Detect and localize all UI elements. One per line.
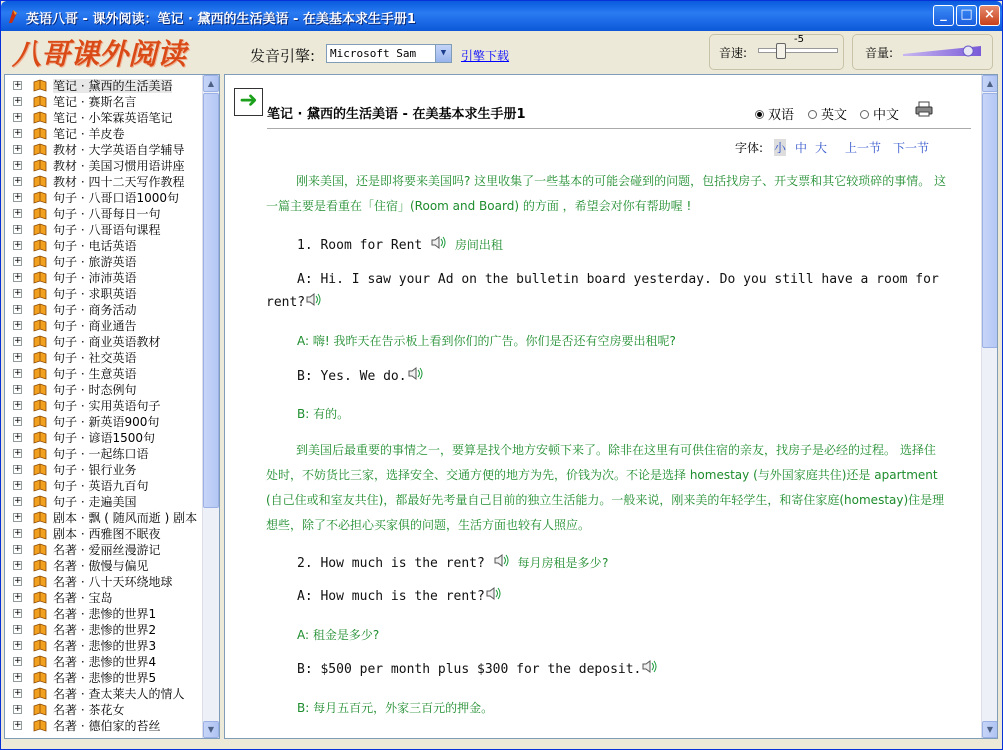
nav-item[interactable] xyxy=(5,590,202,606)
dialog-4-en-text: B: $500 per month plus $300 for the deposit. xyxy=(297,662,642,677)
nav-item-label: 教材 · 大学英语自学辅导 xyxy=(53,143,185,157)
dialog-2-cn: B: 有的。 xyxy=(297,407,350,421)
expand-icon[interactable]: + xyxy=(14,480,22,490)
nav-item-label: 句子 · 时态例句 xyxy=(53,383,137,397)
expand-icon[interactable]: + xyxy=(14,688,22,698)
expand-icon[interactable]: + xyxy=(14,528,22,538)
nav-item[interactable] xyxy=(5,654,202,670)
reading-pane xyxy=(224,74,998,739)
content-scroll-thumb[interactable] xyxy=(982,93,998,348)
radio-english-label: 英文 xyxy=(821,108,848,123)
nav-item[interactable] xyxy=(5,574,202,590)
dialog-4-en xyxy=(297,662,658,677)
article-title: 笔记 · 黛西的生活美语 - 在美基本求生手册1 xyxy=(267,107,526,122)
nav-item-label: 名著 · 查太莱夫人的情人 xyxy=(53,687,185,701)
expand-icon[interactable]: + xyxy=(14,320,22,330)
speed-group xyxy=(709,34,844,70)
book-icon xyxy=(33,255,47,268)
chevron-down-icon[interactable]: ▼ xyxy=(435,45,451,62)
nav-item-label: 剧本 · 西雅图不眠夜 xyxy=(53,527,161,541)
dialog-2-en xyxy=(297,369,424,384)
book-icon xyxy=(33,159,47,172)
nav-item[interactable] xyxy=(5,286,202,302)
nav-item-label: 名著 · 八十天环绕地球 xyxy=(53,575,173,589)
expand-icon[interactable]: + xyxy=(14,336,22,346)
book-icon xyxy=(33,447,47,460)
expand-icon[interactable]: + xyxy=(14,608,22,618)
dialog-4-cn: B: 每月五百元，外家三百元的押金。 xyxy=(297,701,494,715)
back-arrow-icon[interactable]: ➜ xyxy=(234,88,263,116)
expand-icon[interactable]: + xyxy=(14,304,22,314)
nav-item-label: 笔记 · 小笨霖英语笔记 xyxy=(53,111,173,125)
book-icon xyxy=(33,431,47,444)
content-scrollbar[interactable] xyxy=(981,75,998,738)
book-icon xyxy=(33,79,47,92)
app-logo: 八哥课外阅读 xyxy=(12,37,187,71)
nav-item[interactable] xyxy=(5,110,202,126)
nav-item[interactable] xyxy=(5,350,202,366)
nav-item-label: 教材 · 美国习惯用语讲座 xyxy=(53,159,185,173)
scroll-up-icon[interactable]: ▲ xyxy=(982,75,998,92)
nav-item[interactable] xyxy=(5,366,202,382)
app-icon xyxy=(6,8,20,24)
nav-item-label: 名著 · 悲惨的世界4 xyxy=(53,655,157,669)
nav-item[interactable] xyxy=(5,174,202,190)
expand-icon[interactable]: + xyxy=(14,512,22,522)
radio-chinese[interactable] xyxy=(860,104,899,123)
book-icon xyxy=(33,111,47,124)
font-medium-button[interactable]: 中 xyxy=(795,141,808,155)
volume-group xyxy=(852,34,993,70)
nav-item-label: 教材 · 四十二天写作教程 xyxy=(53,175,185,189)
nav-item[interactable] xyxy=(5,142,202,158)
book-icon xyxy=(33,575,47,588)
nav-tree xyxy=(4,74,220,739)
speed-value: -5 xyxy=(794,34,804,45)
expand-icon[interactable]: + xyxy=(14,96,22,106)
expand-icon[interactable]: + xyxy=(14,720,22,730)
close-button[interactable]: × xyxy=(979,5,1000,26)
expand-icon[interactable]: + xyxy=(14,128,22,138)
nav-item[interactable] xyxy=(5,254,202,270)
nav-item-label: 名著 · 傲慢与偏见 xyxy=(53,559,149,573)
book-icon xyxy=(33,399,47,412)
expand-icon[interactable]: + xyxy=(14,672,22,682)
nav-item[interactable] xyxy=(5,638,202,654)
expand-icon[interactable]: + xyxy=(14,432,22,442)
nav-item[interactable] xyxy=(5,670,202,686)
book-icon xyxy=(33,479,47,492)
nav-item[interactable] xyxy=(5,126,202,142)
section-2-cn: 每月房租是多少? xyxy=(517,556,609,570)
book-icon xyxy=(33,607,47,620)
nav-item-label: 句子 · 走遍美国 xyxy=(53,495,137,509)
nav-item[interactable] xyxy=(5,558,202,574)
nav-item-label: 名著 · 悲惨的世界2 xyxy=(53,623,157,637)
nav-item[interactable] xyxy=(5,398,202,414)
book-icon xyxy=(33,175,47,188)
expand-icon[interactable]: + xyxy=(14,384,22,394)
speed-slider-track[interactable] xyxy=(758,48,838,53)
book-icon xyxy=(33,303,47,316)
nav-item-label: 句子 · 商业英语教材 xyxy=(53,335,161,349)
section-2-heading xyxy=(297,554,609,571)
book-icon xyxy=(33,687,47,700)
book-icon xyxy=(33,95,47,108)
nav-item[interactable] xyxy=(5,510,202,526)
expand-icon[interactable]: + xyxy=(14,256,22,266)
dialog-3-cn: A: 租金是多少? xyxy=(297,628,380,642)
expand-icon[interactable]: + xyxy=(14,400,22,410)
expand-icon[interactable]: + xyxy=(14,272,22,282)
dialog-1-en xyxy=(266,268,946,314)
dialog-2-en-text: B: Yes. We do. xyxy=(297,369,407,384)
nav-item[interactable] xyxy=(5,238,202,254)
speaker-icon[interactable] xyxy=(305,292,322,307)
radio-bilingual[interactable] xyxy=(755,104,794,123)
dialog-1-cn: A: 嗨! 我昨天在告示板上看到你们的广告。你们是否还有空房要出租呢? xyxy=(297,334,676,348)
font-small-button[interactable]: 小 xyxy=(774,141,787,155)
book-icon xyxy=(33,127,47,140)
dialog-1-en-text: A: Hi. I saw your Ad on the bulletin board yesterday. Do you still have a room for rent? xyxy=(266,272,939,310)
book-icon xyxy=(33,639,47,652)
radio-bilingual-label: 双语 xyxy=(768,108,795,123)
nav-item[interactable] xyxy=(5,542,202,558)
nav-item-label: 句子 · 商业通告 xyxy=(53,319,137,333)
book-icon xyxy=(33,383,47,396)
section-1-cn: 房间出租 xyxy=(454,238,503,252)
expand-icon[interactable]: + xyxy=(14,240,22,250)
expand-icon[interactable]: + xyxy=(14,624,22,634)
engine-download-link[interactable]: 引擎下载 xyxy=(461,49,510,63)
nav-item-label: 笔记 · 黛西的生活美语 xyxy=(53,79,173,93)
book-icon xyxy=(33,191,47,204)
nav-item[interactable] xyxy=(5,94,202,110)
expand-icon[interactable]: + xyxy=(14,544,22,554)
nav-item[interactable] xyxy=(5,686,202,702)
expand-icon[interactable]: + xyxy=(14,368,22,378)
nav-item[interactable] xyxy=(5,158,202,174)
speaker-icon[interactable] xyxy=(485,586,502,601)
next-section-link[interactable]: 下一节 xyxy=(893,141,930,155)
window-title: 英语八哥 - 课外阅读：笔记 · 黛西的生活美语 - 在美基本求生手册1 xyxy=(26,12,416,27)
nav-item[interactable] xyxy=(5,78,202,94)
nav-item[interactable] xyxy=(5,478,202,494)
expand-icon[interactable]: + xyxy=(14,656,22,666)
section-2-en: 2. How much is the rent? xyxy=(297,556,485,571)
nav-item[interactable] xyxy=(5,606,202,622)
nav-item-label: 句子 · 八哥语句课程 xyxy=(53,223,161,237)
nav-item-label: 句子 · 沛沛英语 xyxy=(53,271,137,285)
speaker-icon[interactable] xyxy=(430,235,447,250)
expand-icon[interactable]: + xyxy=(14,640,22,650)
book-icon xyxy=(33,143,47,156)
nav-item[interactable] xyxy=(5,430,202,446)
book-icon xyxy=(33,703,47,716)
context-paragraph: 到美国后最重要的事情之一，要算是找个地方安顿下来了。除非在这里有可供住宿的亲友，找房子是必经的过程。 选择住处时，不妨货比三家，选择安全、交通方便的地方为先，价钱为次。不论是选择 homestay (与外国家庭共住)还是 apartment (自己住或和室友共住)，都最好先考量自己目前的独立生活能力。一般来说，刚来美的年轻学生，和寄住家庭(homestay)住是理想些，除了不必担心买家俱的问题，生活方面也较有人照应。 xyxy=(266,443,945,532)
book-icon xyxy=(33,351,47,364)
nav-item-label: 句子 · 谚语1500句 xyxy=(53,431,155,445)
nav-item-label: 句子 · 一起练口语 xyxy=(53,447,149,461)
book-icon xyxy=(33,319,47,332)
nav-item-label: 句子 · 英语九百句 xyxy=(53,479,149,493)
book-icon xyxy=(33,287,47,300)
nav-item-label: 句子 · 社交英语 xyxy=(53,351,137,365)
expand-icon[interactable]: + xyxy=(14,352,22,362)
nav-item[interactable] xyxy=(5,526,202,542)
scroll-down-icon[interactable]: ▼ xyxy=(982,721,998,738)
section-1-en: 1. Room for Rent xyxy=(297,238,423,253)
book-icon xyxy=(33,511,47,524)
book-icon xyxy=(33,223,47,236)
nav-item-label: 笔记 · 赛斯名言 xyxy=(53,95,137,109)
nav-item-label: 名著 · 悲惨的世界3 xyxy=(53,639,157,653)
nav-item[interactable] xyxy=(5,270,202,286)
nav-item-label: 句子 · 求职英语 xyxy=(53,287,137,301)
speaker-icon[interactable] xyxy=(641,659,658,674)
minimize-button[interactable]: _ xyxy=(933,5,954,26)
book-icon xyxy=(33,655,47,668)
expand-icon[interactable]: + xyxy=(14,704,22,714)
engine-select-value: Microsoft Sam xyxy=(330,47,417,60)
expand-icon[interactable]: + xyxy=(14,288,22,298)
dialog-3-en-text: A: How much is the rent? xyxy=(297,589,485,604)
toolbar xyxy=(4,32,999,72)
book-icon xyxy=(33,527,47,540)
radio-english[interactable] xyxy=(808,104,847,123)
nav-item-label: 句子 · 实用英语句子 xyxy=(53,399,161,413)
nav-item[interactable] xyxy=(5,718,202,734)
book-icon xyxy=(33,495,47,508)
speed-slider-thumb[interactable] xyxy=(776,43,786,59)
section-1-heading xyxy=(297,236,503,253)
book-icon xyxy=(33,463,47,476)
prev-section-link[interactable]: 上一节 xyxy=(845,141,882,155)
speed-label: 音速: xyxy=(719,46,748,60)
nav-item-label: 名著 · 茶花女 xyxy=(53,703,125,717)
expand-icon[interactable]: + xyxy=(14,416,22,426)
book-icon xyxy=(33,543,47,556)
nav-item[interactable] xyxy=(5,494,202,510)
nav-item[interactable] xyxy=(5,622,202,638)
nav-item-label: 句子 · 银行业务 xyxy=(53,463,137,477)
volume-slider-thumb xyxy=(963,46,973,56)
nav-item[interactable] xyxy=(5,382,202,398)
print-icon[interactable] xyxy=(915,101,933,117)
article xyxy=(225,75,981,738)
book-icon xyxy=(33,207,47,220)
dialog-3-en xyxy=(297,589,502,604)
book-icon xyxy=(33,559,47,572)
nav-item-label: 名著 · 悲惨的世界1 xyxy=(53,607,157,621)
nav-item[interactable] xyxy=(5,222,202,238)
nav-item-label: 笔记 · 羊皮卷 xyxy=(53,127,125,141)
nav-item-label: 句子 · 新英语900句 xyxy=(53,415,160,429)
book-icon xyxy=(33,623,47,636)
nav-item[interactable] xyxy=(5,462,202,478)
nav-item-label: 句子 · 八哥每日一句 xyxy=(53,207,161,221)
expand-icon[interactable]: + xyxy=(14,192,22,202)
book-icon xyxy=(33,415,47,428)
nav-item[interactable] xyxy=(5,414,202,430)
nav-scroll-thumb[interactable] xyxy=(203,93,219,508)
expand-icon[interactable]: + xyxy=(14,224,22,234)
volume-label: 音量: xyxy=(865,46,894,60)
expand-icon[interactable]: + xyxy=(14,464,22,474)
nav-item-label: 句子 · 生意英语 xyxy=(53,367,137,381)
nav-item[interactable] xyxy=(5,206,202,222)
title-bar[interactable] xyxy=(1,1,1002,31)
volume-slider[interactable] xyxy=(901,42,985,60)
nav-item-label: 名著 · 爱丽丝漫游记 xyxy=(53,543,161,557)
book-icon xyxy=(33,719,47,732)
nav-item-label: 名著 · 德伯家的苔丝 xyxy=(53,719,161,733)
scroll-up-icon[interactable]: ▲ xyxy=(203,75,219,92)
expand-icon[interactable]: + xyxy=(14,208,22,218)
expand-icon[interactable]: + xyxy=(14,160,22,170)
expand-icon[interactable]: + xyxy=(14,448,22,458)
expand-icon[interactable]: + xyxy=(14,592,22,602)
expand-icon[interactable]: + xyxy=(14,576,22,586)
maximize-button[interactable]: □ xyxy=(956,5,977,26)
book-icon xyxy=(33,671,47,684)
expand-icon[interactable]: + xyxy=(14,112,22,122)
title-divider xyxy=(267,128,971,129)
expand-icon[interactable]: + xyxy=(14,176,22,186)
nav-item[interactable] xyxy=(5,702,202,718)
expand-icon[interactable]: + xyxy=(14,560,22,570)
nav-item[interactable] xyxy=(5,190,202,206)
nav-item[interactable] xyxy=(5,302,202,318)
font-size-label: 字体: xyxy=(735,141,764,155)
nav-item[interactable] xyxy=(5,446,202,462)
nav-item-label: 剧本 · 飘 ( 随风而逝 ) 剧本 xyxy=(53,511,198,525)
expand-icon[interactable]: + xyxy=(14,496,22,506)
book-icon xyxy=(33,271,47,284)
nav-item-label: 句子 · 旅游英语 xyxy=(53,255,137,269)
engine-select[interactable] xyxy=(326,44,452,63)
book-icon xyxy=(33,591,47,604)
expand-icon[interactable]: + xyxy=(14,144,22,154)
nav-scrollbar[interactable] xyxy=(202,75,219,738)
speaker-icon[interactable] xyxy=(493,553,510,568)
scroll-down-icon[interactable]: ▼ xyxy=(203,721,219,738)
book-icon xyxy=(33,335,47,348)
nav-item[interactable] xyxy=(5,318,202,334)
nav-item-label: 句子 · 商务活动 xyxy=(53,303,137,317)
font-large-button[interactable]: 大 xyxy=(815,141,828,155)
radio-chinese-label: 中文 xyxy=(873,108,900,123)
nav-item[interactable] xyxy=(5,334,202,350)
book-icon xyxy=(33,239,47,252)
nav-item-label: 名著 · 悲惨的世界5 xyxy=(53,671,157,685)
book-icon xyxy=(33,367,47,380)
engine-label: 发音引擎: xyxy=(250,47,316,65)
nav-item-label: 句子 · 电话英语 xyxy=(53,239,137,253)
speaker-icon[interactable] xyxy=(407,366,424,381)
nav-list xyxy=(5,75,202,734)
expand-icon[interactable]: + xyxy=(14,80,22,90)
intro-paragraph: 刚来美国，还是即将要来美国吗? 这里收集了一些基本的可能会碰到的问题，包括找房子、开支票和其它较琐碎的事情。 这一篇主要是看重在「住宿」(Room and Board) 的方面 ，希望会对你有帮助喔 ! xyxy=(266,174,947,213)
nav-item-label: 句子 · 八哥口语1000句 xyxy=(53,191,179,205)
nav-item-label: 名著 · 宝岛 xyxy=(53,591,113,605)
